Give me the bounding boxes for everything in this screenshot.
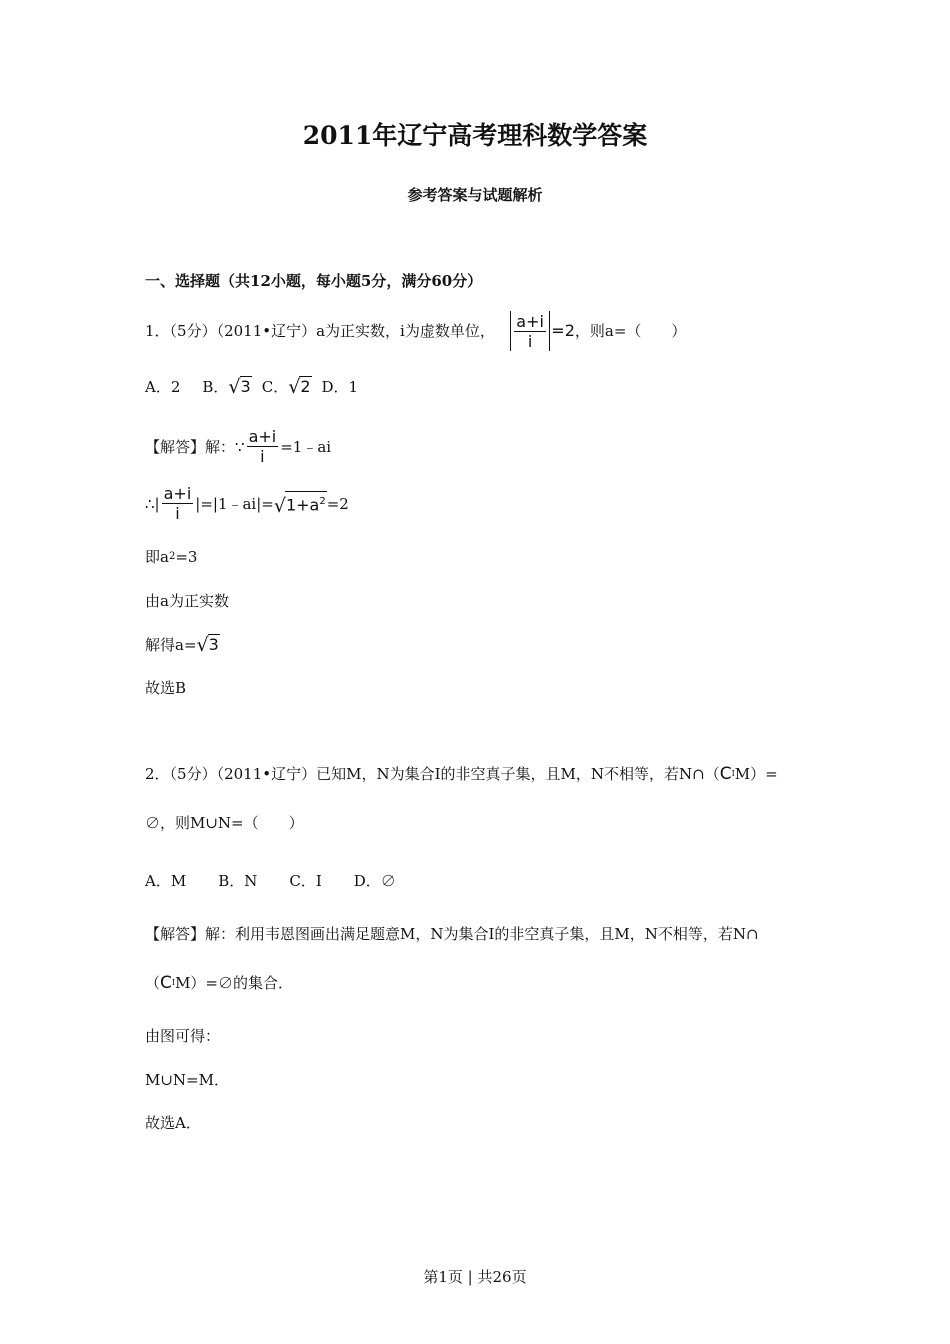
q1-sol1-rest: =1﹣ai — [280, 437, 332, 456]
q2-option-d: D．∅ — [353, 872, 396, 890]
sqrt-icon: √ — [273, 494, 286, 517]
complement-c: C — [160, 973, 172, 993]
q1-frac-den: i — [527, 331, 533, 351]
q1-options — [145, 376, 358, 397]
q2-option-a: A．M — [145, 872, 187, 890]
q1-sol2-radicand — [285, 491, 327, 515]
q2-option-b: B．N — [218, 872, 258, 890]
q2-solution-line2 — [145, 973, 293, 993]
q2-stem-line1 — [145, 764, 778, 784]
q1-a2-pre: 即a — [145, 548, 169, 566]
abs-bar-left — [510, 311, 511, 351]
q1-option-b-value: 3 — [240, 377, 251, 396]
q1-solution-prefix: 解： — [205, 437, 236, 456]
q1-sol1-num: a+i — [248, 427, 277, 446]
q1-stem-suffix: ，则a=（ ） — [574, 322, 687, 340]
q1-solve-sqrt — [197, 634, 220, 655]
q2-solution-label: 【解答】 — [145, 925, 206, 943]
q1-sol2-sqrt — [274, 491, 327, 515]
q2-solution-line1 — [145, 924, 759, 944]
q1-option-c: C． — [261, 377, 289, 396]
therefore-symbol: ∴| — [145, 494, 160, 513]
q2-solution-text: 解：利用韦恩图画出满足题意M，N为集合I的非空真子集，且M，N不相等，若N∩ — [205, 925, 759, 943]
q2-line-union: M∪N=M． — [145, 1071, 229, 1089]
sqrt-icon: √ — [288, 376, 301, 398]
q2-sol2-pre: （ — [145, 974, 161, 992]
page-subtitle: 参考答案与试题解析 — [407, 186, 543, 204]
q1-solution-line2 — [145, 484, 349, 523]
q1-sol2-rad: 1+a — [285, 495, 320, 515]
q1-line-a2 — [145, 547, 197, 567]
q1-option-b-sqrt — [228, 376, 251, 397]
q1-sol2-end: =2 — [326, 494, 349, 513]
abs-bar-right — [549, 311, 550, 351]
q1-fraction — [514, 312, 546, 351]
q1-sol2-num: a+i — [163, 484, 192, 503]
q1-stem-prefix: 1．（5分）（2011•辽宁）a为正实数，i为虚数单位， — [145, 322, 495, 340]
q1-sol1-den: i — [260, 447, 265, 466]
section-heading: 一、选择题（共12小题，每小题5分，满分60分） — [145, 272, 483, 290]
q1-a2-post: =3 — [175, 548, 198, 566]
sqrt-icon: √ — [196, 634, 209, 656]
q1-solve-value: 3 — [208, 635, 219, 654]
q1-sol2-exp: 2 — [319, 496, 326, 508]
q1-line-positive: 由a为正实数 — [145, 592, 229, 610]
q1-line-pick: 故选B — [145, 679, 187, 697]
q2-line-pick: 故选A． — [145, 1114, 201, 1132]
q2-stem1-pre: 2．（5分）（2011•辽宁）已知M，N为集合I的非空真子集，且M，N不相等，若N∩（ — [145, 765, 720, 783]
complement-c: C — [719, 764, 732, 784]
q1-a2-exp: 2 — [168, 551, 176, 562]
q1-option-d: D．1 — [321, 377, 359, 396]
q1-solve-text: 解得a= — [145, 635, 197, 654]
q2-sol2-post: M）=∅的集合． — [175, 974, 293, 992]
page-title: 2011年辽宁高考理科数学答案 — [302, 121, 648, 150]
q1-frac-num: a+i — [516, 311, 544, 331]
q1-sol1-fraction — [247, 427, 279, 466]
q1-solution-line1 — [145, 427, 331, 466]
q2-options — [145, 871, 396, 891]
page-footer: 第1页 | 共26页 — [423, 1268, 527, 1286]
complement-sub: I — [171, 978, 176, 987]
q1-sol2-den: i — [175, 504, 180, 523]
q1-option-c-value: 2 — [300, 377, 311, 396]
q1-eq: =2 — [551, 321, 575, 340]
q1-sol2-fraction — [162, 484, 194, 523]
sqrt-icon: √ — [228, 376, 241, 398]
q2-stem1-post: M）= — [734, 765, 778, 783]
q2-option-c: C．I — [289, 872, 322, 890]
q1-stem — [145, 311, 686, 351]
q1-option-c-sqrt — [288, 376, 311, 397]
q1-option-a: A．2 — [145, 377, 181, 396]
q1-option-b: B． — [202, 377, 229, 396]
q1-line-solve — [145, 634, 220, 655]
because-symbol: ∵ — [235, 437, 245, 456]
q2-stem-line2: ∅，则M∪N=（ ） — [145, 814, 304, 832]
q2-line-figure: 由图可得： — [145, 1027, 221, 1045]
q1-solution-label: 【解答】 — [145, 437, 206, 456]
q1-sol2-mid: |=|1﹣ai|= — [195, 494, 274, 513]
complement-sub: I — [731, 769, 735, 778]
